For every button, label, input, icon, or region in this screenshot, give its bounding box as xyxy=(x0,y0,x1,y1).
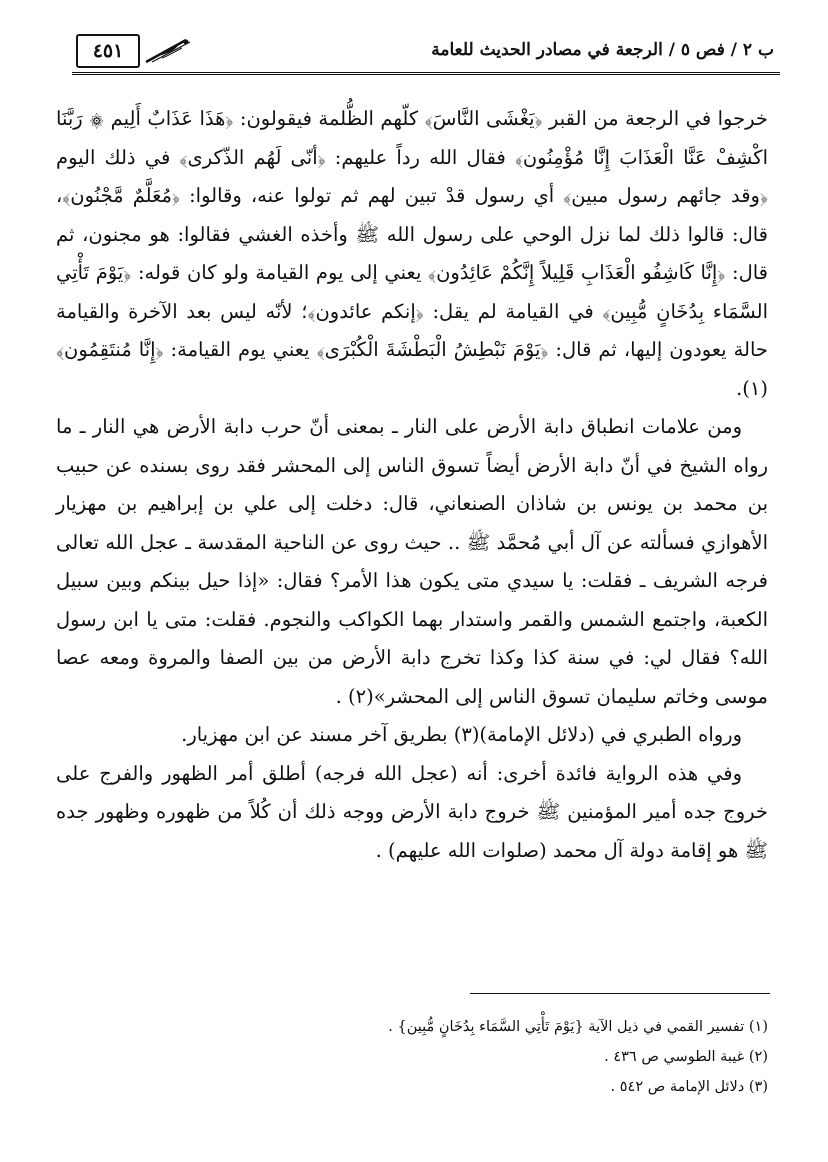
footnote-divider xyxy=(470,993,770,994)
footnote-item: (٣) دلائل الإمامة ص ٥٤٢ . xyxy=(610,1079,768,1095)
page-number: ٤٥١ xyxy=(76,34,140,68)
main-text xyxy=(56,100,768,870)
paragraph: خرجوا في الرجعة من القبر ﴿يَغْشَى النَّاسَ﴾ كلّهم الظُّلمة فيقولون: ﴿هَذَا عَذَابٌ أَلِيم ۞ رَبَّنَا اكْشِفْ عَنَّا الْعَذَابَ إِنَّا مُؤْمِنُون﴾ فقال الله رداً عليهم: ﴿أنّى لَهُم الذّكرى﴾ في ذلك اليوم ﴿وقد جائهم رسول مبين﴾ أي رسول قدْ تبين لهم ثم تولوا عنه، وقالوا: ﴿مُعَلَّمٌ مَّجْنُون﴾، قال: قالوا ذلك لما نزل الوحي على رسول الله ﷺ وأخذه الغشي فقالوا: هو مجنون، ثم قال: ﴿إِنَّا كَاشِفُو الْعَذَابِ قَلِيلاً إِنَّكُمْ عَائِدُون﴾ يعني إلى يوم القيامة ولو كان قوله: ﴿يَوْمَ تَأْتِي السَّمَاء بِدُخَانٍ مُّبِين﴾ في القيامة لم يقل: ﴿إنكم عائدون﴾؛ لأنّه ليس بعد الآخرة والقيامة حالة يعودون إليها، ثم قال: ﴿يَوْمَ نَبْطِشُ الْبَطْشَةَ الْكُبْرَى﴾ يعني يوم القيامة: ﴿إِنَّا مُنتَقِمُون﴾(١). xyxy=(56,107,768,400)
paragraph: وفي هذه الرواية فائدة أخرى: أنه (عجل الله فرجه) أطلق أمر الظهور والفرج على خروج جده أمير المؤمنين ﷺ خروج دابة الأرض ووجه ذلك أن كُلاً من ظهوره وظهور جده ﷺ هو إقامة دولة آل محمد (صلوات الله عليهم) . xyxy=(56,761,768,862)
paragraph: ومن علامات انطباق دابة الأرض على النار ـ بمعنى أنّ حرب دابة الأرض هي النار ـ ما رواه الشيخ في أنّ دابة الأرض أيضاً تسوق الناس إلى المحشر فقد روى بسنده عن حبيب بن محمد بن يونس بن شاذان الصنعاني، قال: دخلت إلى علي بن إبراهيم بن مهزيار الأهوازي فسألته عن آل أبي مُحمَّد ﷺ .. حيث روى عن الناحية المقدسة ـ عجل الله تعالى فرجه الشريف ـ فقلت: يا سيدي متى يكون هذا الأمر؟ فقال: «إذا حيل بينكم وبين سبيل الكعبة، واجتمع الشمس والقمر واستدار بهما الكواكب والنجوم. فقلت: متى يا ابن رسول الله؟ فقال لي: في سنة كذا وكذا تخرج دابة الأرض من بين الصفا والمروة ومعه عصا موسى وخاتم سليمان تسوق الناس إلى المحشر»(٢) . xyxy=(56,415,768,708)
paragraph: ورواه الطبري في (دلائل الإمامة)(٣) بطريق آخر مسند عن ابن مهزيار. xyxy=(181,723,742,746)
running-title: ب ٢ / فص ٥ / الرجعة في مصادر الحديث للعامة xyxy=(431,40,774,60)
footnotes xyxy=(56,1012,768,1102)
footnote-item: (٢) غيبة الطوسي ص ٤٣٦ . xyxy=(604,1049,768,1065)
page-header xyxy=(72,30,780,75)
footnote-item: (١) تفسير القمي في ذيل الآية {يَوْمَ تَأْتِي السَّمَاء بِدُخَانٍ مُّبِين} . xyxy=(388,1019,768,1035)
scroll-ornament-icon xyxy=(142,36,194,66)
